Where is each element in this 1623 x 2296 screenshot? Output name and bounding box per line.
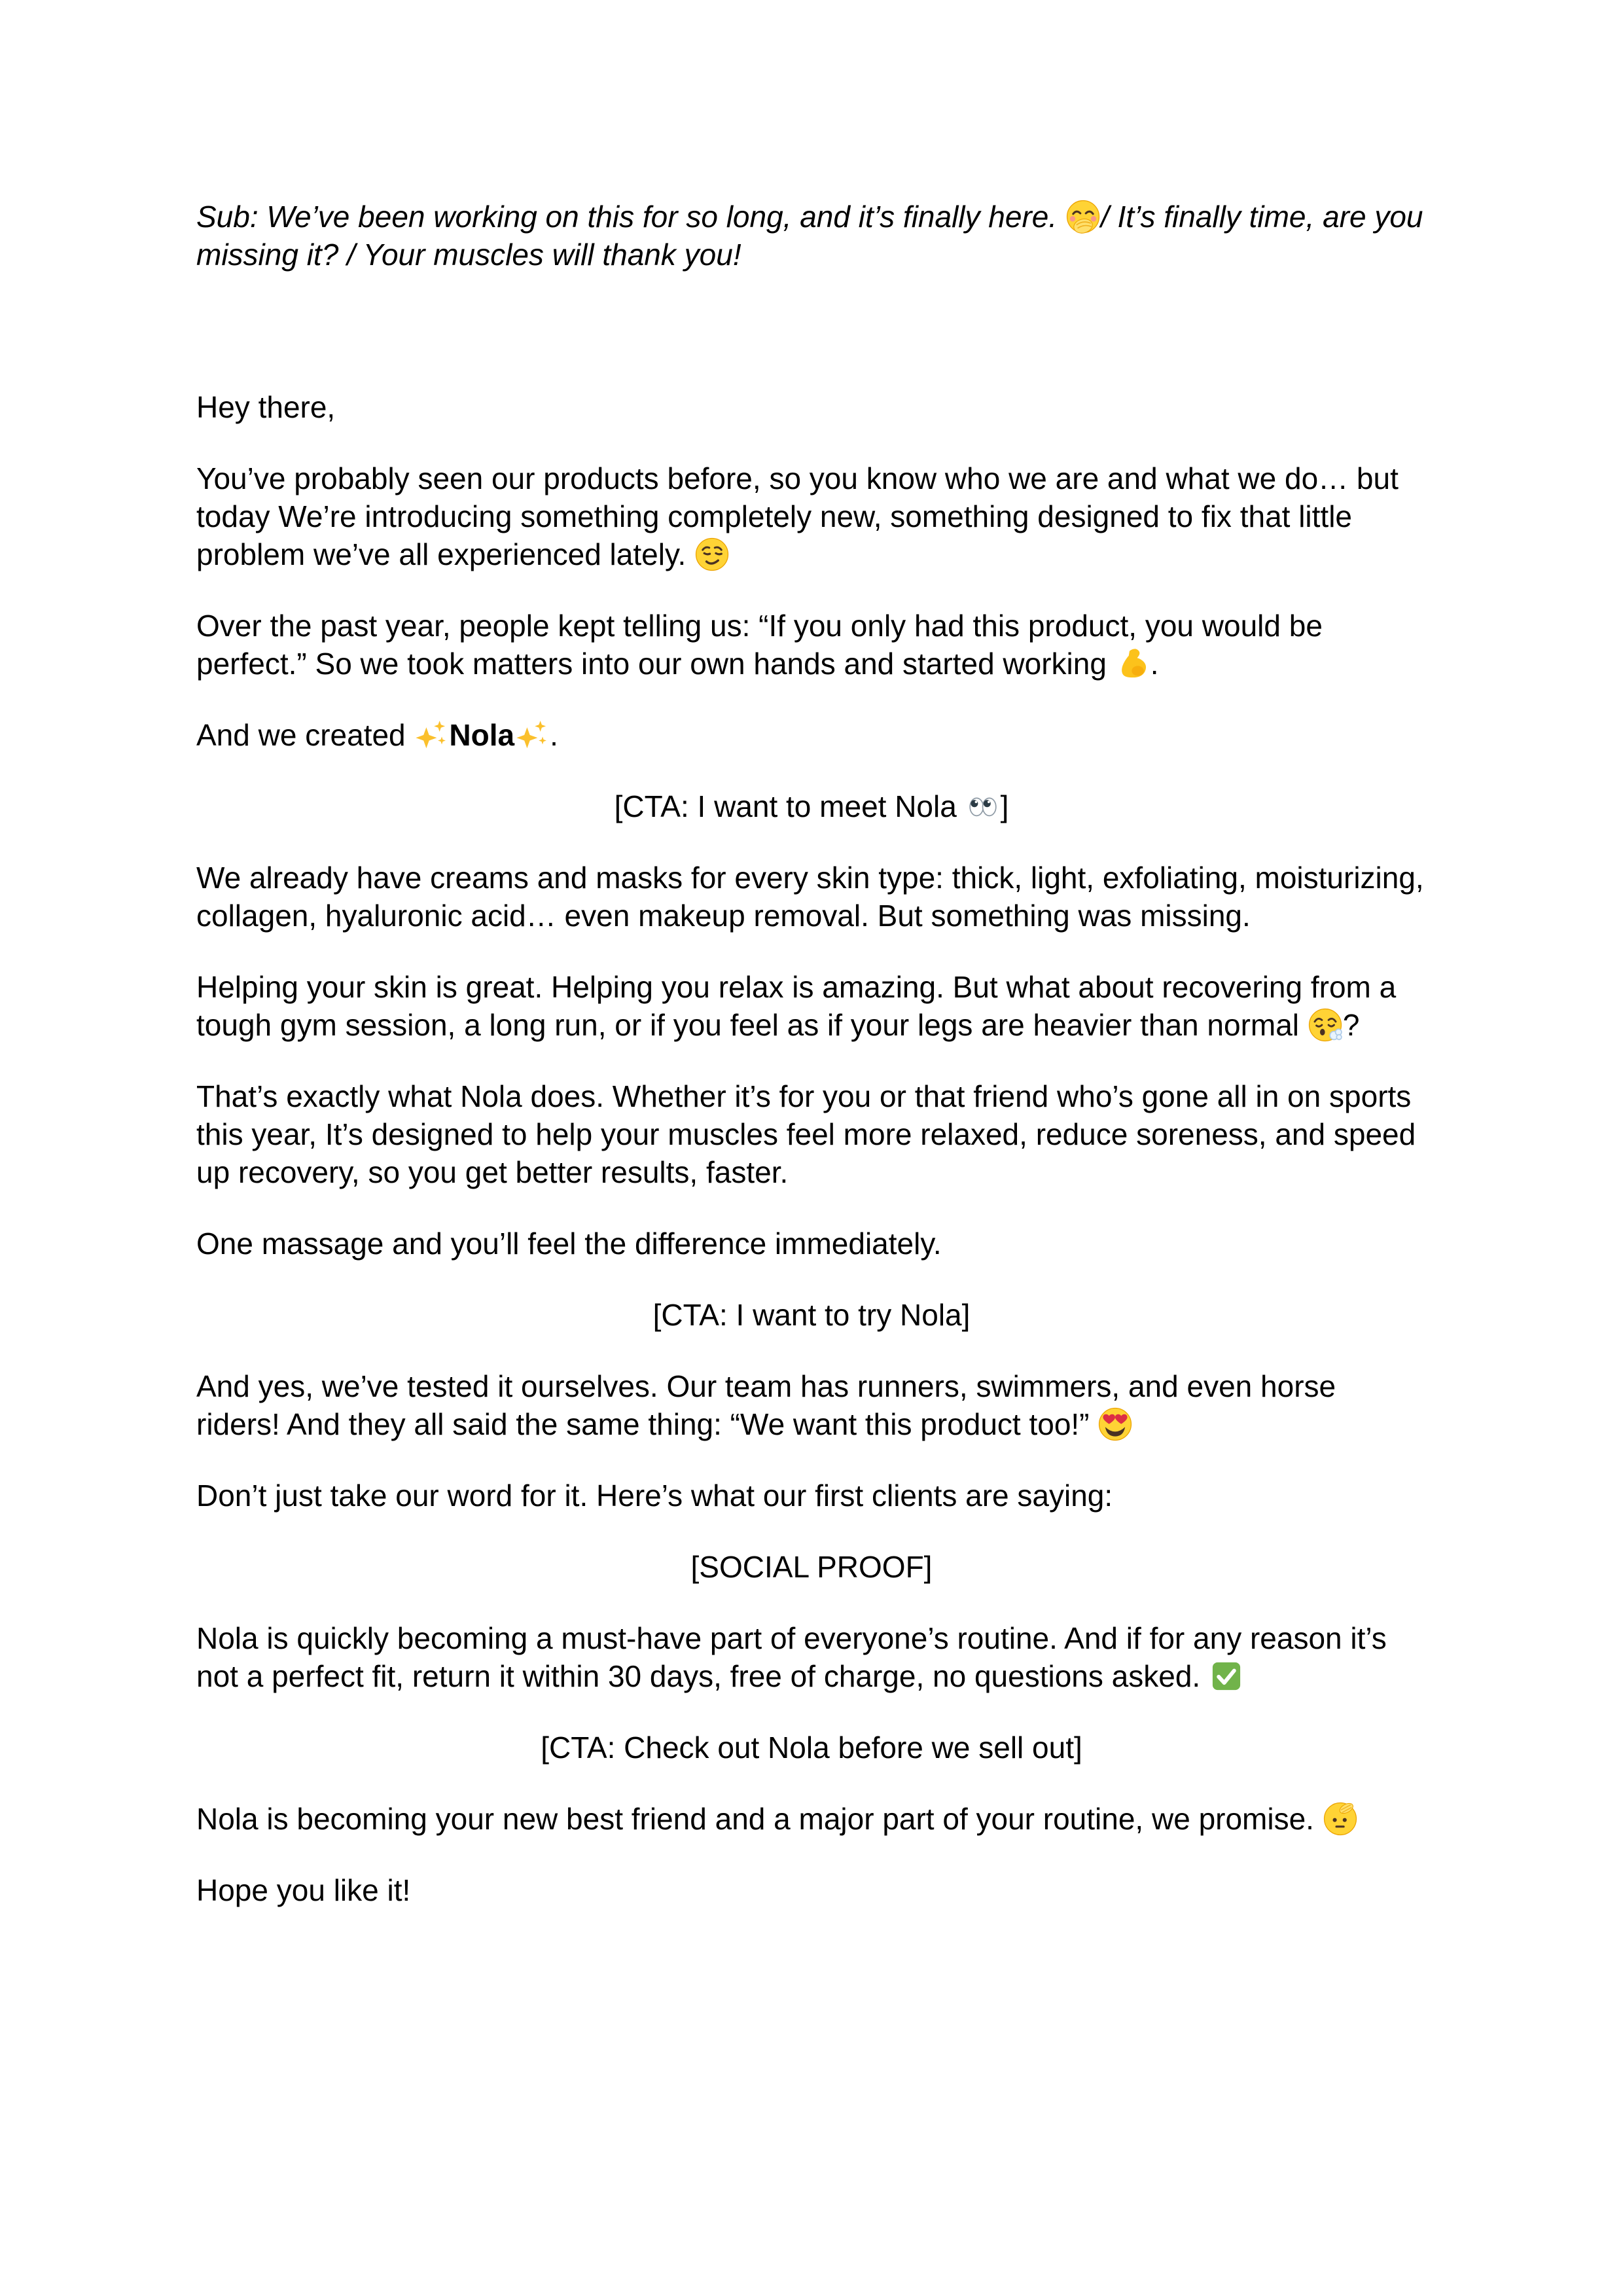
social-proof-placeholder: [SOCIAL PROOF] [690, 1550, 933, 1584]
sparkles-emoji [414, 717, 449, 753]
smiling-face-with-heart-eyes-emoji [1097, 1407, 1133, 1442]
team-tested: And yes, we’ve tested it ourselves. Our team has runners, swimmers, and even horse riders! And they all said the same thing: “We want this product too!” [196, 1369, 1336, 1441]
eyes-emoji [965, 789, 1001, 824]
cta-try-nola: [CTA: I want to try Nola] [652, 1298, 971, 1332]
saluting-face-emoji [1323, 1801, 1358, 1837]
backstory: Over the past year, people kept telling us: “If you only had this product, you would be perfect.” So we took matters into our own hands and started working . [196, 609, 1323, 681]
face-exhaling-emoji [1308, 1007, 1343, 1043]
sign-off: Hope you like it! [196, 1873, 411, 1907]
intro: You’ve probably seen our products before, so you know who we are and what we do… but today We’re introducing something completely new, something designed to fix that little problem we’ve all experienced lately. [196, 461, 1399, 571]
cta-check-out: [CTA: Check out Nola before we sell out] [541, 1731, 1082, 1765]
smirking-face-emoji [694, 537, 730, 572]
what-nola-does: That’s exactly what Nola does. Whether it’s for you or that friend who’s gone all in on sports this year, It’s designed to help your muscles feel more relaxed, reduce soreness, and speed up recovery, so you get better results, faster. [196, 1079, 1416, 1189]
one-massage: One massage and you’ll feel the difference immediately. [196, 1227, 942, 1261]
check-mark-button-emoji [1209, 1659, 1244, 1694]
promise: Nola is becoming your new best friend and a major part of your routine, we promise. [196, 1800, 1427, 1838]
subject-line: Sub: We’ve been working on this for so long, and it’s finally here. / It’s finally time, are you missing it? / Your muscles will thank you! [196, 200, 1423, 272]
sparkles-emoji [514, 717, 550, 753]
greeting: Hey there, [196, 390, 336, 424]
recovery-question: Helping your skin is great. Helping you relax is amazing. But what about recovering from a tough gym session, a long run, or if you feel as if your legs are heavier than normal ? [196, 970, 1397, 1042]
social-proof-intro: Don’t just take our word for it. Here’s what our first clients are saying: [196, 1479, 1113, 1513]
guarantee: Nola is quickly becoming a must-have part of everyone’s routine. And if for any reason it’s not a perfect fit, return it within 30 days, free of charge, no questions asked. [196, 1621, 1387, 1693]
product-reveal: And we created Nola . [196, 718, 558, 752]
document-body [196, 198, 1427, 1909]
cta-meet-nola: [CTA: I want to meet Nola ] [614, 789, 1009, 823]
face-with-hand-over-mouth-emoji [1065, 199, 1101, 234]
flexed-biceps-emoji [1115, 646, 1150, 681]
product-range: We already have creams and masks for every skin type: thick, light, exfoliating, moisturizing, collagen, hyaluronic acid… even makeup removal. But something was missing. [196, 861, 1424, 933]
